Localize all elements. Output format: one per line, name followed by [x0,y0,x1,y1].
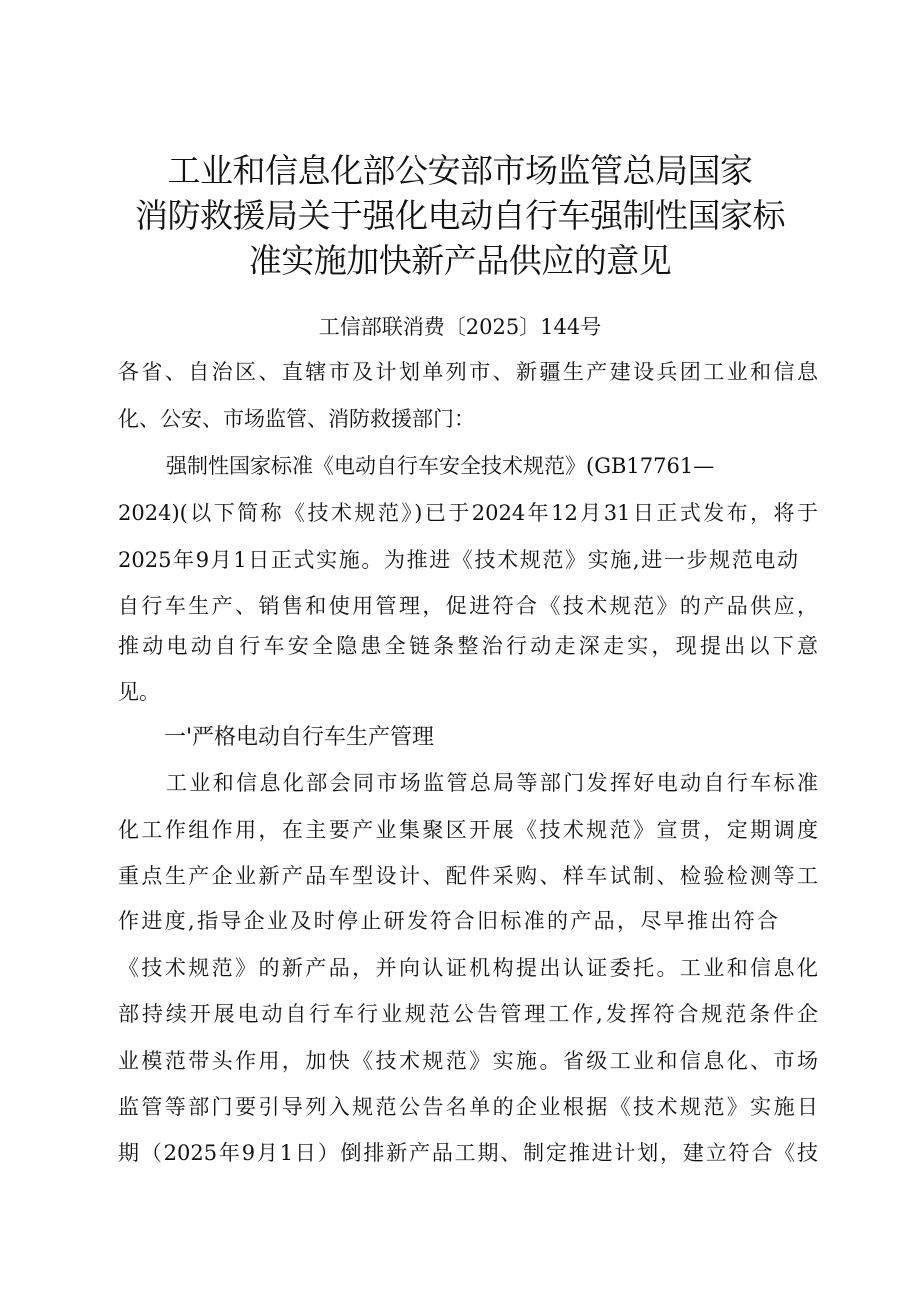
paragraph-line: 作进度,指导企业及时停止研发符合旧标准的产品，尽早推出符合 [118,909,778,933]
paragraph-line: 期（2025年9月1日）倒排新产品工期、制定推进计划，建立符合《技 [118,1141,818,1165]
paragraph-line: 强制性国家标准《电动自行车安全技术规范》(GB17761— [166,454,715,478]
addressee-line: 化、公安、市场监管、消防救援部门： [118,407,475,431]
paragraph-line: 监管等部门要引导列入规范公告名单的企业根据《技术规范》实施日 [118,1095,818,1119]
paragraph-line: 2024)(以下简称《技术规范》)已于2024年12月31日正式发布，将于 [118,501,818,525]
paragraph-line: 化工作组作用，在主要产业集聚区开展《技术规范》宣贯，定期调度 [118,818,818,842]
paragraph-line: 重点生产企业新产品车型设计、配件采购、样车试制、检验检测等工 [118,864,818,888]
section-heading: 一'严格电动自行车生产管理 [164,725,435,750]
title-line: 工业和信息化部公安部市场监管总局国家 [167,151,753,190]
document-number: 工信部联消费〔2025〕144号 [318,315,602,339]
paragraph-line: 《技术规范》的新产品，并向认证机构提出认证委托。工业和信息化 [118,956,818,980]
paragraph-line: 业模范带头作用，加快《技术规范》实施。省级工业和信息化、市场 [118,1049,818,1073]
paragraph-line: 工业和信息化部会同市场监管总局等部门发挥好电动自行车标准 [166,771,818,795]
paragraph-line: 见。 [118,680,160,704]
title-line: 消防救援局关于强化电动自行车强制性国家标 [135,196,785,235]
title-line: 准实施加快新产品供应的意见 [248,241,672,280]
paragraph-line: 推动电动自行车安全隐患全链条整治行动走深走实，现提出以下意 [118,634,818,658]
addressee-line: 各省、自治区、直辖市及计划单列市、新疆生产建设兵团工业和信息 [118,360,818,384]
paragraph-line: 2025年9月1日正式实施。为推进《技术规范》实施,进一步规范电动 [118,548,798,572]
document-title [100,148,820,283]
paragraph-line: 部持续开展电动自行车行业规范公告管理工作,发挥符合规范条件企 [118,1002,818,1026]
paragraph-line: 自行车生产、销售和使用管理，促进符合《技术规范》的产品供应， [118,594,818,618]
